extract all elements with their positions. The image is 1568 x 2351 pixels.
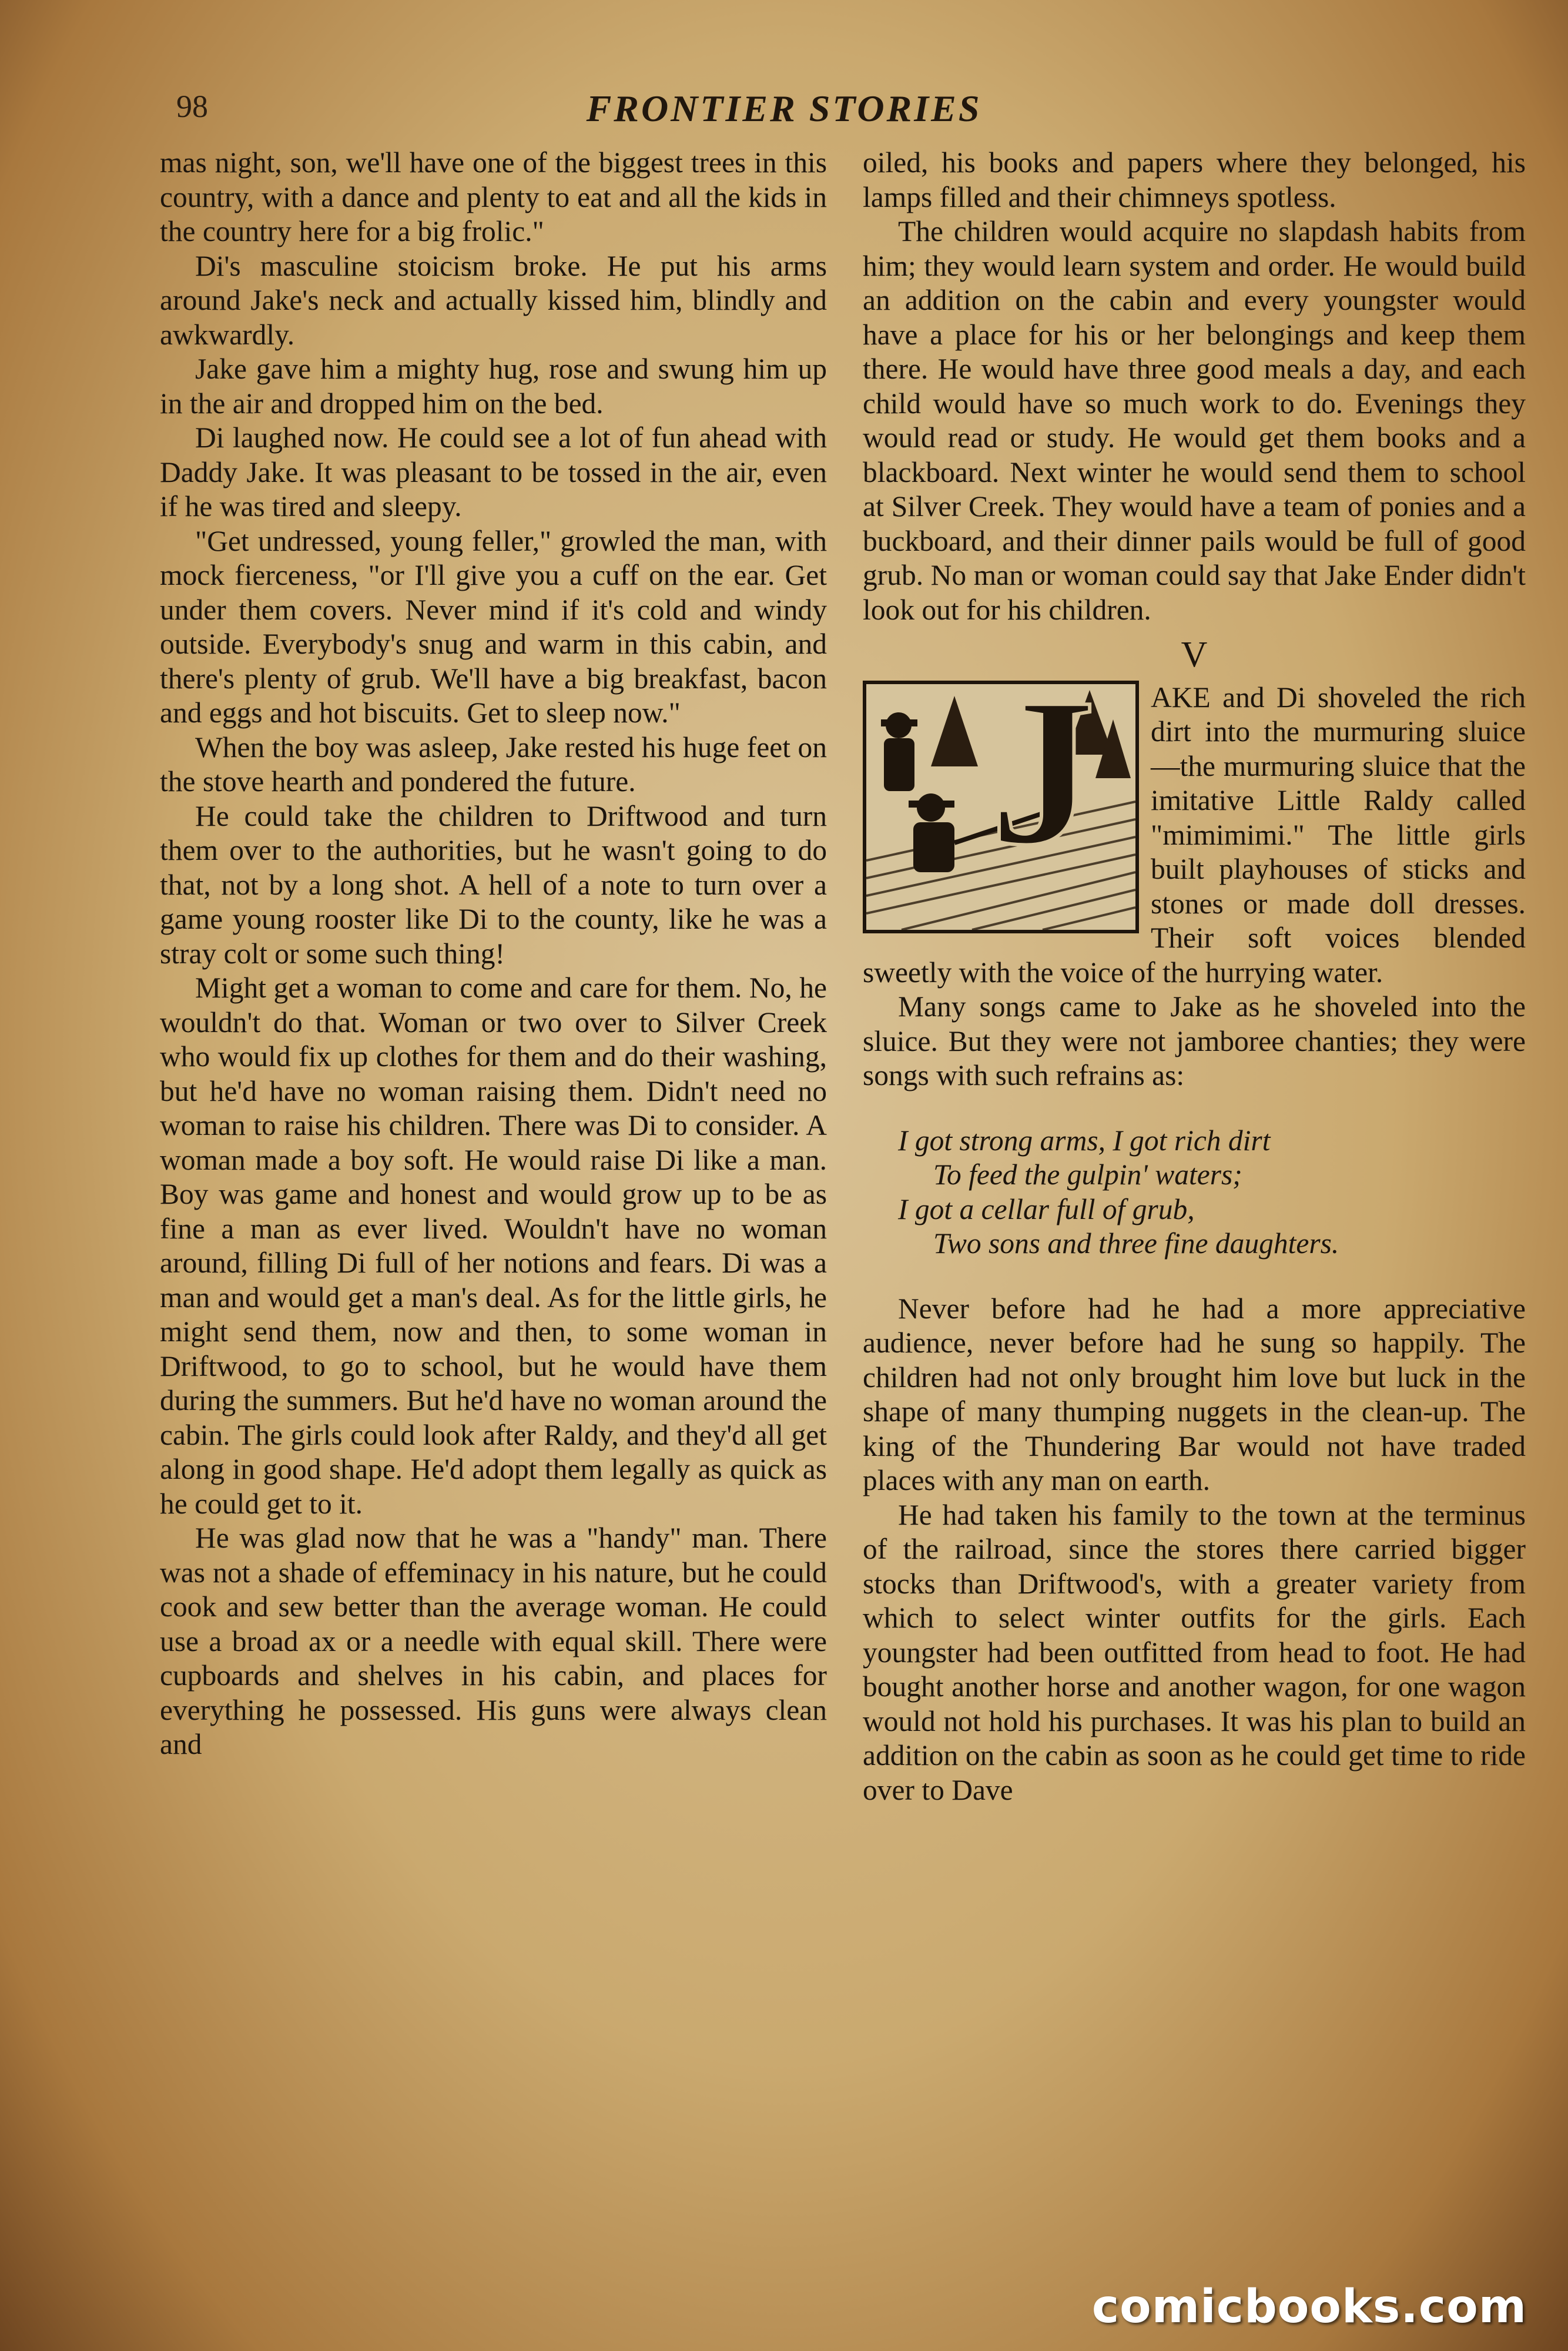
paragraph: When the boy was asleep, Jake rested his huge feet on the stove hearth and pondered the future. [160, 731, 827, 798]
verse-line: To feed the gulpin' waters; [933, 1158, 1242, 1191]
paragraph: Di laughed now. He could see a lot of fun ahead with Daddy Jake. It was pleasant to be tossed in the air, even if he was tired and sleepy. [160, 421, 827, 523]
verse [863, 1124, 1526, 1261]
paragraph: Jake gave him a mighty hug, rose and swung him up in the air and dropped him on the bed. [160, 353, 827, 420]
paragraph: The children would acquire no slapdash habits from him; they would learn system and order. He would build an addition on the cabin and every youngster would have a place for his or her belongings and keep them there. He would have three good meals a day, and each child would have so much work to do. Evenings they would read or study. He would get them books and a blackboard. Next winter he would send them to school at Silver Creek. They would have a team of ponies and a buckboard, and their dinner pails would be full of good grub. No man or woman could say that Jake Ender didn't look out for his children. [863, 215, 1526, 626]
verse-line: I got a cellar full of grub, [898, 1193, 1195, 1225]
verse-line: I got strong arms, I got rich dirt [898, 1124, 1271, 1157]
dropcap-letter: J [990, 684, 1095, 889]
paragraph: He had taken his family to the town at the terminus of the railroad, since the stores there carried bigger stocks than Driftwood's, with a greater variety from which to select winter outfits for the girls. Each youngster had been outfitted from head to foot. He had bought another horse and another wagon, for one wagon would not hold his purchases. It was his plan to build an addition on the cabin as soon as he could get time to ride over to Dave [863, 1498, 1526, 1806]
paragraph: mas night, son, we'll have one of the biggest trees in this country, with a dance and plenty to eat and all the kids in the country here for a big frolic." [160, 146, 827, 247]
miner-illustration-icon [863, 681, 1139, 933]
page-number: 98 [176, 89, 208, 124]
watermark: comicbooks.com [1091, 2280, 1527, 2333]
paragraph: He could take the children to Driftwood and turn them over to the authorities, but he wasn't going to do that, not by a long shot. A hell of a note to turn over a game young rooster like Di to the county, like he was a stray colt or some such thing! [160, 799, 827, 970]
left-column [160, 146, 827, 1762]
paragraph: He was glad now that he was a "handy" man. There was not a shade of effeminacy in his nature, but he could cook and sew better than the average woman. He could use a broad ax or a needle with equal skill. There were cupboards and shelves in his cabin, and places for everything he possessed. His guns were always clean and [160, 1522, 827, 1760]
section-number: V [1181, 635, 1208, 675]
paragraph: Many songs came to Jake as he shoveled into the sluice. But they were not jamboree chanties; they were songs with such refrains as: [863, 990, 1526, 1091]
paragraph: Might get a woman to come and care for them. No, he wouldn't do that. Woman or two over to Silver Creek who would fix up clothes for them and do their washing, but he'd have no woman raising them. Didn't need no woman to raise his children. There was Di to consider. A woman made a boy soft. He would raise Di like a man. Boy was game and honest and would grow up to be as fine a man as ever lived. Wouldn't have no woman around, filling Di full of her notions and fears. Di was a man and would get a man's deal. As for the little girls, he might send them, now and then, to some woman in Driftwood, to go to school, but he would have them during the summers. But he'd have no woman around the cabin. The girls could look after Raldy, and they'd all get along in good shape. He'd adopt them legally as quick as he could get to it. [160, 972, 827, 1520]
paragraph: Never before had he had a more appreciative audience, never before had he sung so happily. The children had not only brought him love but luck in the shape of many thumping nuggets in the clean-up. The king of the Thundering Bar would not have traded places with any man on earth. [863, 1292, 1526, 1496]
right-column [863, 146, 1526, 1807]
running-title: FRONTIER STORIES [586, 88, 982, 129]
paragraph: "Get undressed, young feller," growled the man, with mock fierceness, "or I'll give you a cuff on the ear. Get under them covers. Never mind if it's cold and windy outside. Everybody's snug and warm in this cabin, and there's plenty of grub. We'll have a big breakfast, bacon and eggs and hot biscuits. Get to sleep now." [160, 524, 827, 729]
paragraph: AKE and Di shoveled the rich dirt into the murmuring sluice—the murmuring sluice that the imitative Little Raldy called "mimimimi." The little girls built playhouses of sticks and stones or made doll dresses. Their soft voices blended sweetly with the voice of the hurrying water. [863, 681, 1526, 989]
paragraph: Di's masculine stoicism broke. He put his arms around Jake's neck and actually kissed him, blindly and awkwardly. [160, 249, 827, 351]
dropcap-illustration [866, 684, 1135, 930]
dropcap-section [863, 681, 1526, 990]
paragraph: oiled, his books and papers where they belonged, his lamps filled and their chimneys spotless. [863, 146, 1526, 213]
verse-line: Two sons and three fine daughters. [933, 1227, 1339, 1260]
